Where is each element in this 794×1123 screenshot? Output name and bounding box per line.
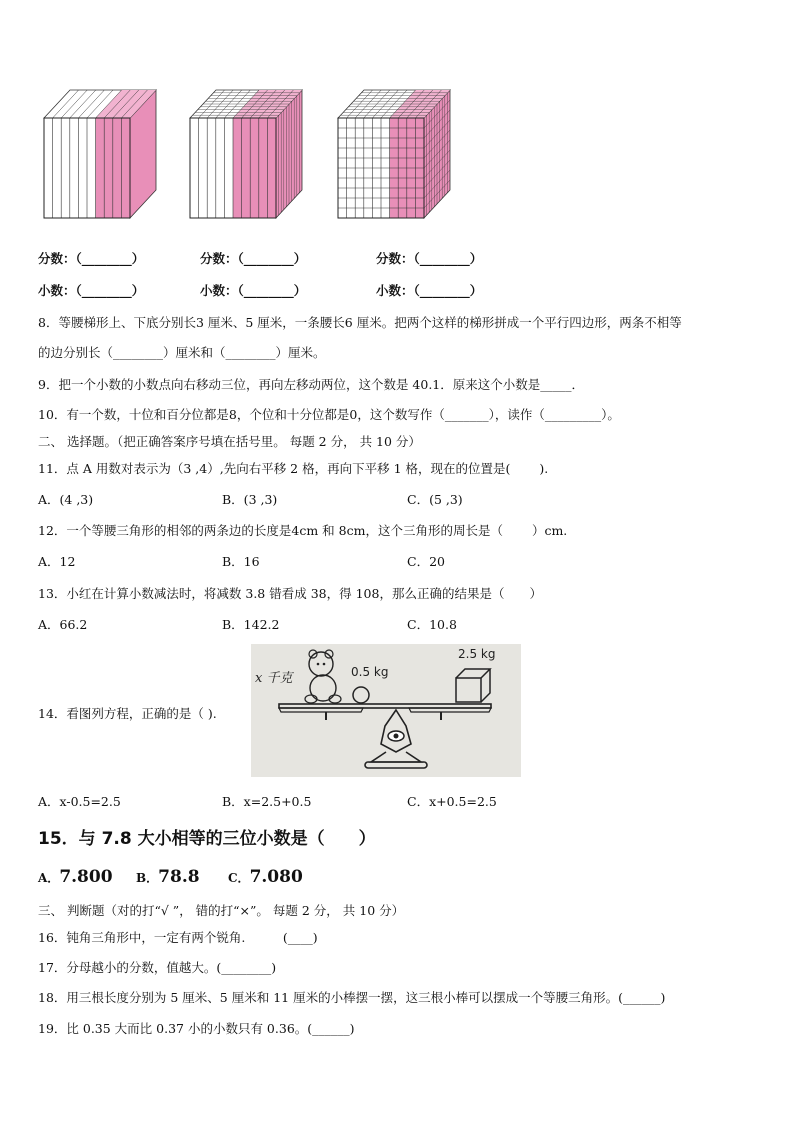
section-2-heading: 二、 选择题。（把正确答案序号填在括号里。 每题 2 分， 共 10 分） <box>38 434 421 449</box>
cube-figure-1 <box>40 86 160 222</box>
decimal-blank-1: 小数：（________） <box>38 283 145 298</box>
q11-option-a: A．(4 ,3) <box>38 492 94 507</box>
question-8-line-2: 的边分别长（________）厘米和（________）厘米。 <box>38 345 326 360</box>
question-16: 16．钝角三角形中，一定有两个锐角. (____) <box>38 930 318 945</box>
q12-option-a: A．12 <box>38 554 76 569</box>
q15-option-b: B．78.8 <box>136 867 200 887</box>
q13-option-b: B．142.2 <box>222 617 280 632</box>
q14-option-c: C．x+0.5=2.5 <box>407 794 497 809</box>
x-label: x 千克 <box>255 671 293 686</box>
fraction-blank-1: 分数：（________） <box>38 251 145 266</box>
section-3-heading: 三、 判断题（对的打“√ ”， 错的打“×”。 每题 2 分， 共 10 分） <box>38 903 405 918</box>
q11-option-c: C．(5 ,3) <box>407 492 463 507</box>
fraction-blank-3: 分数：（________） <box>376 251 483 266</box>
box-label: 2.5 kg <box>458 647 496 661</box>
question-9: 9．把一个小数的小数点向右移动三位，再向左移动两位，这个数是 40.1．原来这个小数是_____． <box>38 377 585 392</box>
question-10: 10．有一个数，十位和百分位都是8，个位和十分位都是0，这个数写作（_______），读作（_________）。 <box>38 407 620 422</box>
balance-scale-image <box>251 644 521 777</box>
ball-label: 0.5 kg <box>351 665 389 679</box>
q14-option-a: A．x-0.5=2.5 <box>38 794 121 809</box>
fraction-blank-2: 分数：（________） <box>200 251 307 266</box>
q11-option-b: B．(3 ,3) <box>222 492 278 507</box>
question-13: 13．小红在计算小数减法时，将减数 3.8 错看成 38，得 108，那么正确的结果是（ ） <box>38 586 542 601</box>
question-8-line-1: 8．等腰梯形上、下底分别长3 厘米、5 厘米，一条腰长6 厘米。把两个这样的梯形拼成一个平行四边形，两条不相等 <box>38 315 682 330</box>
question-12: 12．一个等腰三角形的相邻的两条边的长度是4cm 和 8cm，这个三角形的周长是（ ）cm. <box>38 523 568 538</box>
question-18: 18．用三根长度分别为 5 厘米、5 厘米和 11 厘米的小棒摆一摆，这三根小棒可以摆成一个等腰三角形。(______) <box>38 990 666 1005</box>
decimal-blank-2: 小数：（________） <box>200 283 307 298</box>
cube-figure-2 <box>186 86 306 222</box>
q15-option-a: A．7.800 <box>38 867 113 887</box>
decimal-blank-3: 小数：（________） <box>376 283 483 298</box>
q13-option-c: C．10.8 <box>407 617 457 632</box>
q14-option-b: B．x=2.5+0.5 <box>222 794 312 809</box>
question-14: 14．看图列方程，正确的是（ ). <box>38 706 217 721</box>
cube-figure-3 <box>334 86 454 222</box>
question-15: 15．与 7.8 大小相等的三位小数是（ ） <box>38 829 376 849</box>
q15-option-c: C．7.080 <box>228 867 303 887</box>
q12-option-b: B．16 <box>222 554 260 569</box>
question-17: 17．分母越小的分数，值越大。(________) <box>38 960 277 975</box>
question-19: 19．比 0.35 大而比 0.37 小的小数只有 0.36。(______) <box>38 1021 355 1036</box>
q12-option-c: C．20 <box>407 554 445 569</box>
question-11: 11．点 A 用数对表示为（3 ,4）,先向右平移 2 格，再向下平移 1 格，现在的位置是( ). <box>38 461 549 476</box>
q13-option-a: A．66.2 <box>38 617 88 632</box>
